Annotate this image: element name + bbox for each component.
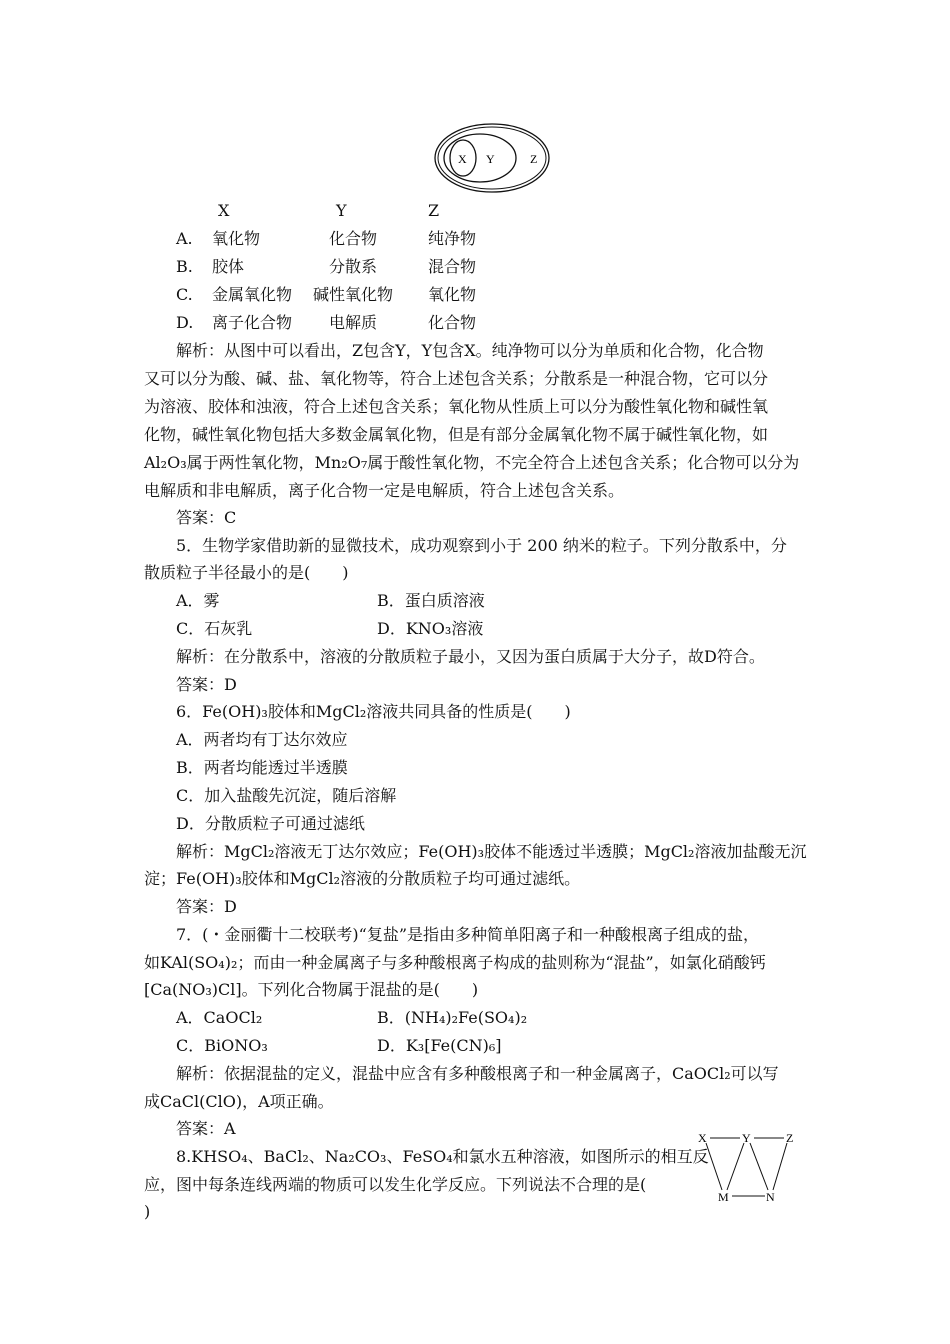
q5-answer: 答案：D <box>176 675 237 694</box>
venn-x-label: X <box>458 152 467 166</box>
node-x: X <box>698 1131 707 1145</box>
q5-option-c: C．石灰乳 <box>176 619 253 638</box>
q7-stem-line: 7．(・金丽衢十二校联考)“复盐”是指由多种简单阳离子和一种酸根离子组成的盐， <box>176 925 760 944</box>
q4-analysis-line: 为溶液、胶体和浊液，符合上述包含关系；氧化物从性质上可以分为酸性氧化物和碱性氧 <box>144 397 769 416</box>
q4-analysis-line: Al₂O₃属于两性氧化物，Mn₂O₇属于酸性氧化物，不完全符合上述包含关系；化合物可以分为 <box>144 453 800 472</box>
q6-option-a: A．两者均有丁达尔效应 <box>176 730 348 749</box>
q5-stem-line: 5．生物学家借助新的显微技术，成功观察到小于 200 纳米的粒子。下列分散系中，分 <box>176 536 787 555</box>
q4-analysis-line: 电解质和非电解质，离子化合物一定是电解质，符合上述包含关系。 <box>144 481 625 500</box>
q4-header-y: Y <box>336 201 347 220</box>
node-n: N <box>766 1190 775 1204</box>
q5-option-b: B．蛋白质溶液 <box>377 591 485 610</box>
q4-row-cell: 电解质 <box>329 313 378 332</box>
q4-row-label: C. <box>176 285 193 304</box>
q7-option-b: B．(NH₄)₂Fe(SO₄)₂ <box>377 1008 528 1027</box>
q7-analysis-line: 解析：依据混盐的定义，混盐中应含有多种酸根离子和一种金属离子，CaOCl₂可以写 <box>176 1064 779 1083</box>
q4-header-x: X <box>218 201 230 220</box>
q7-option-c: C．BiONO₃ <box>176 1036 268 1055</box>
q4-row-cell: 氧化物 <box>212 229 261 248</box>
q4-analysis-line: 解析：从图中可以看出，Z包含Y，Y包含X。纯净物可以分为单质和化合物，化合物 <box>176 341 764 360</box>
venn-y-label: Y <box>486 152 495 166</box>
q6-option-b: B．两者均能透过半透膜 <box>176 758 348 777</box>
q7-analysis-line: 成CaCl(ClO)，A项正确。 <box>144 1092 334 1111</box>
q6-answer: 答案：D <box>176 897 237 916</box>
q4-row-cell: 离子化合物 <box>212 313 293 332</box>
node-z: Z <box>786 1131 794 1145</box>
q8-stem-line: ) <box>144 1202 151 1221</box>
venn-diagram <box>430 120 555 196</box>
q6-option-d: D．分散质粒子可通过滤纸 <box>176 814 365 833</box>
q4-analysis-line: 又可以分为酸、碱、盐、氧化物等，符合上述包含关系；分散系是一种混合物，它可以分 <box>144 369 769 388</box>
q4-row-cell: 胶体 <box>212 257 245 276</box>
q6-analysis-line: 淀；Fe(OH)₃胶体和MgCl₂溶液的分散质粒子均可通过滤纸。 <box>144 869 581 888</box>
q4-row-cell: 氧化物 <box>428 285 477 304</box>
q6-analysis-line: 解析：MgCl₂溶液无丁达尔效应；Fe(OH)₃胶体不能透过半透膜；MgCl₂溶液加盐酸无沉 <box>176 842 807 861</box>
q7-option-d: D．K₃[Fe(CN)₆] <box>377 1036 502 1055</box>
q4-row-cell: 化合物 <box>428 313 477 332</box>
q4-row-cell: 纯净物 <box>428 229 477 248</box>
q4-row-label: B. <box>176 257 193 276</box>
edge-x-m <box>706 1143 722 1190</box>
q8-stem-line: 应，图中每条连线两端的物质可以发生化学反应。下列说法不合理的是( <box>144 1175 647 1194</box>
q6-stem: 6．Fe(OH)₃胶体和MgCl₂溶液共同具备的性质是( ) <box>176 702 571 721</box>
q4-row-cell: 分散系 <box>329 257 378 276</box>
q4-header-z: Z <box>428 201 440 220</box>
q5-stem-line: 散质粒子半径最小的是( ) <box>144 563 349 582</box>
q6-option-c: C．加入盐酸先沉淀，随后溶解 <box>176 786 397 805</box>
q4-answer: 答案：C <box>176 508 237 527</box>
node-m: M <box>718 1190 729 1204</box>
q4-row-cell: 化合物 <box>329 229 378 248</box>
q7-stem-line: [Ca(NO₃)Cl]。下列化合物属于混盐的是( ) <box>144 980 479 999</box>
q4-row-label: D. <box>176 313 194 332</box>
reaction-diagram <box>694 1128 804 1208</box>
q7-answer: 答案：A <box>176 1119 236 1138</box>
q5-option-d: D．KNO₃溶液 <box>377 619 484 638</box>
q4-row-label: A. <box>176 229 193 248</box>
q5-option-a: A．雾 <box>176 591 220 610</box>
q4-row-cell: 混合物 <box>428 257 477 276</box>
q4-row-cell: 碱性氧化物 <box>313 285 394 304</box>
edge-y-n <box>750 1143 768 1190</box>
edge-y-m <box>727 1143 744 1190</box>
q7-option-a: A．CaOCl₂ <box>176 1008 263 1027</box>
q5-analysis: 解析：在分散系中，溶液的分散质粒子最小，又因为蛋白质属于大分子，故D符合。 <box>176 647 765 666</box>
edge-z-n <box>773 1143 787 1190</box>
q7-stem-line: 如KAl(SO₄)₂；而由一种金属离子与多种酸根离子构成的盐则称为“混盐”，如氯化硝酸钙 <box>144 953 766 972</box>
q4-analysis-line: 化物，碱性氧化物包括大多数金属氧化物，但是有部分金属氧化物不属于碱性氧化物，如 <box>144 425 769 444</box>
q4-row-cell: 金属氧化物 <box>212 285 293 304</box>
venn-z-label: Z <box>530 152 538 166</box>
node-y: Y <box>742 1131 751 1145</box>
q8-stem-line: 8.KHSO₄、BaCl₂、Na₂CO₃、FeSO₄和氯水五种溶液，如图所示的相互反 <box>176 1147 709 1166</box>
venn-y-ellipse <box>444 134 516 182</box>
